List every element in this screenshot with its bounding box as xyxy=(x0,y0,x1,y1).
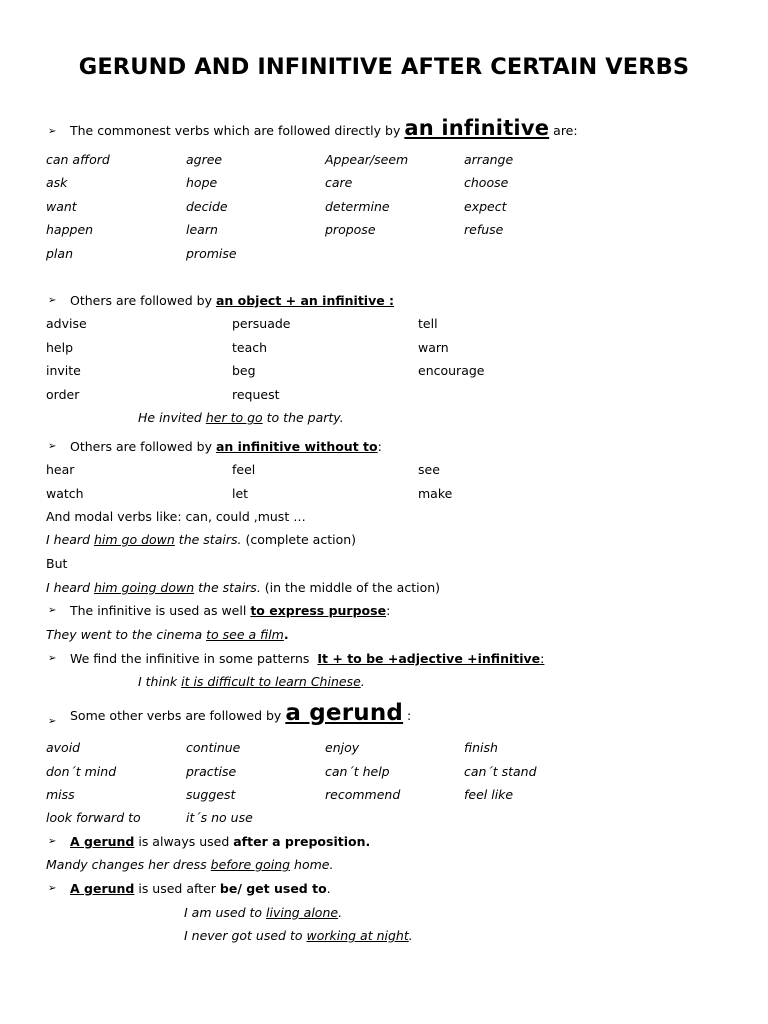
bullet-icon: ➢ xyxy=(48,716,57,727)
bullet-icon: ➢ xyxy=(48,605,57,616)
s8-example-2 xyxy=(184,928,413,943)
example-text: . xyxy=(338,905,343,920)
s5-intro xyxy=(70,651,544,666)
example-underlined: before going xyxy=(210,857,291,872)
s3-but: But xyxy=(46,556,68,571)
verb: recommend xyxy=(325,787,401,802)
example-note: (complete action) xyxy=(241,532,357,547)
s4-post: : xyxy=(386,603,391,618)
verb: miss xyxy=(46,787,75,802)
example-text: I never got used to xyxy=(184,928,307,943)
bullet-icon: ➢ xyxy=(48,126,57,137)
verb: let xyxy=(232,486,249,501)
verb: suggest xyxy=(186,787,236,802)
s7-mid: is always used xyxy=(134,834,234,849)
verb: it´s no use xyxy=(186,810,253,825)
verb: teach xyxy=(232,340,268,355)
s7-bold-2: after a preposition. xyxy=(233,834,371,849)
example-text: They went to the cinema xyxy=(46,627,207,642)
verb: plan xyxy=(46,246,73,261)
verb: refuse xyxy=(464,222,504,237)
example-text: . xyxy=(360,674,365,689)
verb: feel xyxy=(232,462,256,477)
s3-intro xyxy=(70,439,382,454)
example-text: the stairs. xyxy=(194,580,261,595)
example-underlined: her to go xyxy=(205,410,263,425)
verb: want xyxy=(46,199,77,214)
s4-example xyxy=(46,627,289,642)
s8-example-1 xyxy=(184,905,342,920)
verb: avoid xyxy=(46,740,81,755)
s5-bold: It + to be +adjective +infinitive xyxy=(317,651,541,666)
verb: can afford xyxy=(46,152,110,167)
verb: learn xyxy=(186,222,218,237)
example-text: . xyxy=(283,627,289,642)
example-text: I think xyxy=(138,674,182,689)
s5-post: : xyxy=(540,651,545,666)
s6-intro xyxy=(70,700,411,726)
verb: decide xyxy=(186,199,228,214)
verb: Appear/seem xyxy=(325,152,409,167)
s1-intro xyxy=(70,116,578,140)
verb: don´t mind xyxy=(46,764,117,779)
s3-bold: an infinitive without to xyxy=(215,439,378,454)
s8-intro xyxy=(70,881,331,896)
verb: make xyxy=(418,486,453,501)
s2-intro xyxy=(70,293,394,308)
example-underlined: to see a film xyxy=(206,627,284,642)
verb: propose xyxy=(325,222,376,237)
bullet-icon: ➢ xyxy=(48,295,57,306)
example-text: to the party. xyxy=(262,410,344,425)
s6-big-heading: a gerund xyxy=(285,700,404,726)
verb: promise xyxy=(186,246,237,261)
verb: order xyxy=(46,387,80,402)
verb: see xyxy=(418,462,440,477)
example-text: I heard xyxy=(46,532,94,547)
example-note: (in the middle of the action) xyxy=(260,580,441,595)
example-underlined: working at night xyxy=(306,928,409,943)
s1-big-heading: an infinitive xyxy=(404,116,550,140)
verb: finish xyxy=(464,740,498,755)
verb: can´t stand xyxy=(464,764,537,779)
verb: advise xyxy=(46,316,87,331)
s5-example xyxy=(138,674,365,689)
s3-example-2 xyxy=(46,580,440,595)
verb: invite xyxy=(46,363,81,378)
s3-example-1 xyxy=(46,532,356,547)
verb: determine xyxy=(325,199,390,214)
verb: arrange xyxy=(464,152,514,167)
verb: request xyxy=(232,387,280,402)
s7-intro xyxy=(70,834,370,849)
verb: persuade xyxy=(232,316,291,331)
example-text: He invited xyxy=(138,410,206,425)
verb: warn xyxy=(418,340,449,355)
page-title: GERUND AND INFINITIVE AFTER CERTAIN VERBS xyxy=(78,54,690,80)
verb: hear xyxy=(46,462,75,477)
example-text: Mandy changes her dress xyxy=(46,857,211,872)
bullet-icon: ➢ xyxy=(48,441,57,452)
s4-intro-text: The infinitive is used as well xyxy=(70,603,247,618)
verb: continue xyxy=(186,740,241,755)
verb: enjoy xyxy=(325,740,360,755)
verb: can´t help xyxy=(325,764,390,779)
verb: help xyxy=(46,340,74,355)
s8-bold-1: A gerund xyxy=(70,881,135,896)
verb: agree xyxy=(186,152,223,167)
bullet-icon: ➢ xyxy=(48,883,57,894)
bullet-icon: ➢ xyxy=(48,653,57,664)
example-text: home. xyxy=(290,857,334,872)
s8-end: . xyxy=(326,881,331,896)
example-text: I am used to xyxy=(184,905,267,920)
s3-intro-text: Others are followed by xyxy=(70,439,212,454)
s1-post: are: xyxy=(553,123,578,138)
verb: expect xyxy=(464,199,507,214)
example-underlined: him go down xyxy=(93,532,175,547)
verb: feel like xyxy=(464,787,514,802)
s2-example xyxy=(138,410,344,425)
verb: hope xyxy=(186,175,218,190)
verb: choose xyxy=(464,175,509,190)
s7-bold-1: A gerund xyxy=(70,834,135,849)
verb: care xyxy=(325,175,353,190)
example-text: the stairs. xyxy=(174,532,242,547)
s3-modal-note: And modal verbs like: can, could ,must … xyxy=(46,509,306,524)
verb: practise xyxy=(186,764,237,779)
example-underlined: it is difficult to learn Chinese xyxy=(181,674,361,689)
verb: tell xyxy=(418,316,438,331)
s6-intro-text: Some other verbs are followed by xyxy=(70,708,282,723)
s8-mid: is used after xyxy=(134,881,220,896)
example-text: I heard xyxy=(46,580,94,595)
s2-intro-text: Others are followed by xyxy=(70,293,212,308)
s1-intro-text: The commonest verbs which are followed directly by xyxy=(70,123,401,138)
verb: ask xyxy=(46,175,68,190)
verb: encourage xyxy=(418,363,485,378)
verb: watch xyxy=(46,486,84,501)
s7-example xyxy=(46,857,333,872)
s8-bold-2: be/ get used to xyxy=(219,881,327,896)
bullet-icon: ➢ xyxy=(48,836,57,847)
verb: beg xyxy=(232,363,256,378)
example-underlined: living alone xyxy=(266,905,339,920)
verb: happen xyxy=(46,222,94,237)
verb: look forward to xyxy=(46,810,141,825)
s3-post: : xyxy=(377,439,382,454)
s2-bold: an object + an infinitive : xyxy=(215,293,395,308)
s4-intro xyxy=(70,603,390,618)
s4-bold: to express purpose xyxy=(250,603,387,618)
example-text: . xyxy=(408,928,413,943)
example-underlined: him going down xyxy=(93,580,195,595)
s5-intro-text: We find the infinitive in some patterns xyxy=(70,651,310,666)
s6-post: : xyxy=(407,708,412,723)
